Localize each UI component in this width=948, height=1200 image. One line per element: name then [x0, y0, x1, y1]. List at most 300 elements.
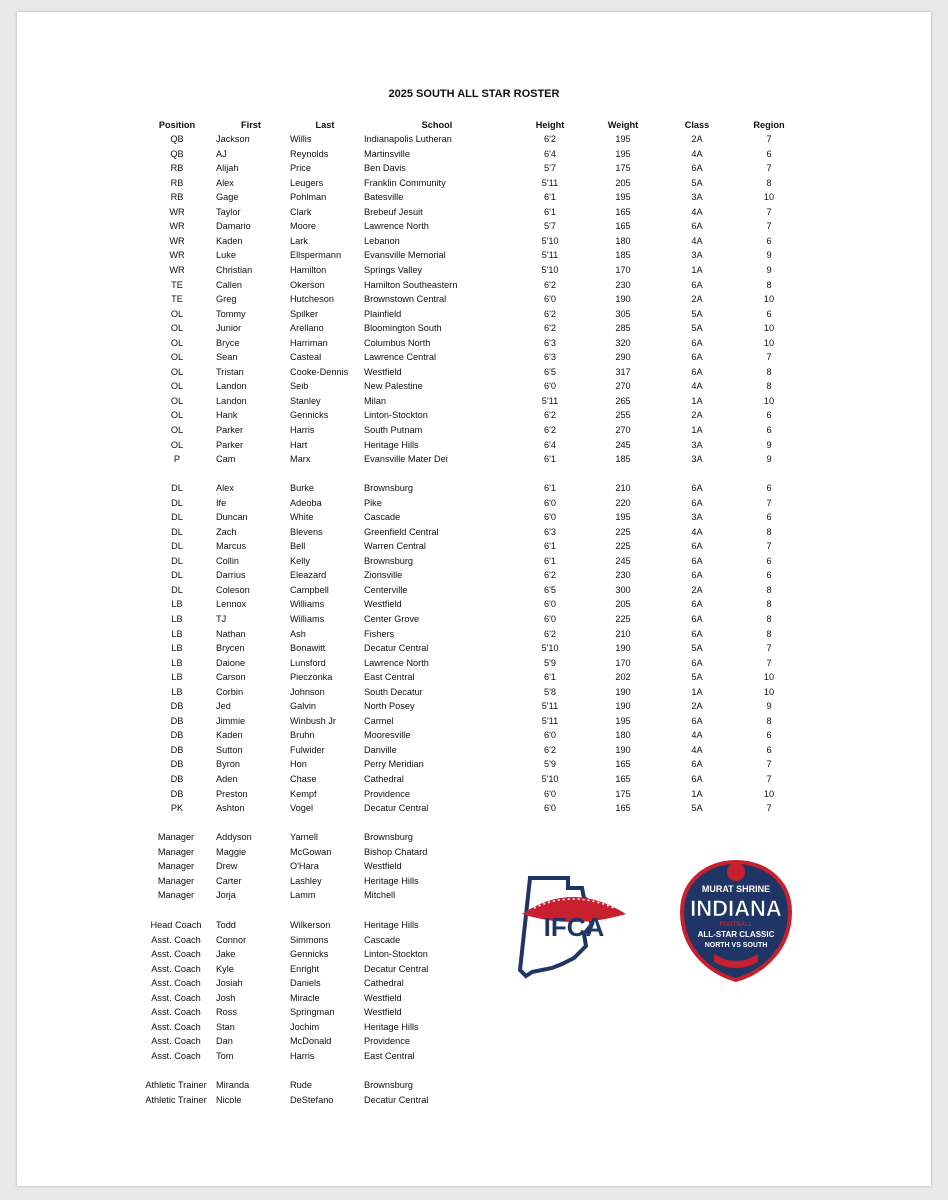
first-name-cell: Duncan [216, 512, 248, 523]
last-name-cell: Campbell [290, 584, 329, 595]
class-cell: 4A [691, 206, 703, 217]
region-cell: 7 [766, 759, 772, 770]
last-name-cell: Harris [290, 1050, 315, 1061]
last-name-cell: Leugers [290, 177, 324, 188]
school-cell: Mitchell [364, 890, 396, 901]
school-cell: Brebeuf Jesuit [364, 206, 423, 217]
weight-cell: 190 [615, 643, 631, 654]
position-cell: WR [169, 206, 185, 217]
last-name-cell: Willis [290, 134, 312, 144]
first-name-cell: TJ [216, 613, 227, 624]
class-cell: 5A [691, 323, 703, 334]
role-cell: Asst. Coach [151, 1021, 201, 1032]
class-cell: 6A [691, 221, 703, 232]
position-cell: OL [170, 410, 184, 421]
region-cell: 7 [766, 497, 772, 508]
weight-cell: 165 [615, 774, 631, 784]
school-cell: Westfield [364, 861, 402, 872]
role-cell: Asst. Coach [151, 949, 201, 960]
school-cell: Zionsville [364, 570, 403, 581]
position-cell: WR [169, 221, 185, 232]
region-cell: 7 [766, 803, 772, 814]
position-cell: DL [171, 526, 183, 537]
first-name-cell: Jed [216, 701, 231, 712]
first-name-cell: Cam [216, 454, 236, 465]
class-cell: 1A [691, 425, 703, 435]
weight-cell: 230 [615, 279, 631, 290]
first-name-cell: Lennox [216, 599, 247, 610]
region-cell: 8 [766, 177, 772, 188]
class-cell: 6A [691, 366, 703, 377]
first-name-cell: Miranda [216, 1080, 250, 1090]
first-name-cell: Parker [216, 439, 244, 450]
school-cell: Lawrence North [364, 657, 429, 668]
school-cell: Heritage Hills [364, 920, 419, 930]
weight-cell: 210 [615, 628, 631, 639]
region-cell: 9 [766, 454, 772, 465]
player-row [0, 629, 948, 643]
first-name-cell: Junior [216, 323, 242, 334]
player-row [0, 774, 948, 788]
staff-row [0, 861, 948, 875]
last-name-cell: McDonald [290, 1036, 332, 1047]
class-cell: 6A [691, 541, 703, 552]
position-cell: PK [170, 803, 184, 814]
last-name-cell: Lamm [290, 890, 316, 901]
role-cell: Head Coach [150, 920, 202, 930]
position-cell: TE [171, 279, 183, 290]
school-cell: Linton-Stockton [364, 410, 428, 421]
school-cell: Decatur Central [364, 1094, 429, 1105]
school-cell: Westfield [364, 992, 402, 1003]
height-cell: 6'1 [544, 483, 556, 493]
first-name-cell: Dan [216, 1036, 233, 1047]
height-cell: 6'2 [544, 570, 556, 581]
region-cell: 7 [766, 352, 772, 363]
position-cell: OL [170, 381, 184, 392]
school-cell: South Putnam [364, 425, 423, 435]
position-cell: TE [171, 294, 183, 305]
height-cell: 6'4 [544, 148, 556, 159]
role-cell: Asst. Coach [151, 1050, 201, 1061]
staff-row [0, 890, 948, 904]
first-name-cell: Marcus [216, 541, 247, 552]
role-cell: Asst. Coach [151, 963, 201, 974]
school-cell: Decatur Central [364, 803, 429, 814]
first-name-cell: Sutton [216, 744, 243, 755]
school-cell: South Decatur [364, 686, 423, 697]
position-cell: DB [170, 774, 184, 784]
last-name-cell: Arellano [290, 323, 324, 334]
last-name-cell: Kempf [290, 788, 317, 799]
last-name-cell: Pieczonka [290, 672, 333, 683]
last-name-cell: Lunsford [290, 657, 326, 668]
first-name-cell: Parker [216, 425, 244, 435]
weight-cell: 300 [615, 584, 631, 595]
height-cell: 6'1 [544, 541, 556, 552]
player-row [0, 483, 948, 497]
last-name-cell: Marx [290, 454, 311, 465]
class-cell: 1A [691, 395, 703, 406]
height-cell: 6'2 [544, 744, 556, 755]
last-name-cell: Hamilton [290, 264, 327, 275]
height-cell: 6'3 [544, 337, 556, 348]
region-cell: 7 [766, 163, 772, 174]
height-cell: 6'0 [544, 803, 556, 814]
region-cell: 8 [766, 279, 772, 290]
weight-cell: 317 [615, 366, 631, 377]
region-cell: 7 [766, 643, 772, 654]
region-cell: 8 [766, 599, 772, 610]
player-row [0, 672, 948, 686]
region-cell: 10 [763, 395, 775, 406]
region-cell: 7 [766, 541, 772, 552]
weight-cell: 205 [615, 599, 631, 610]
staff-row [0, 832, 948, 846]
staff-row [0, 1095, 948, 1109]
weight-cell: 175 [615, 788, 631, 799]
first-name-cell: Corbin [216, 686, 244, 697]
region-cell: 9 [766, 264, 772, 275]
shrine-sub1-text: FOOTBALL [719, 922, 753, 928]
position-cell: LB [171, 657, 183, 668]
first-name-cell: Byron [216, 759, 241, 770]
role-cell: Athletic Trainer [145, 1080, 207, 1090]
position-cell: WR [169, 235, 185, 246]
player-row [0, 541, 948, 555]
first-name-cell: Josh [216, 992, 236, 1003]
first-name-cell: Sean [216, 352, 238, 363]
height-cell: 5'11 [541, 701, 559, 712]
region-cell: 8 [766, 628, 772, 639]
weight-cell: 290 [615, 352, 631, 363]
weight-cell: 205 [615, 177, 631, 188]
player-row [0, 614, 948, 628]
position-cell: LB [171, 628, 183, 639]
staff-row [0, 1022, 948, 1036]
first-name-cell: Christian [216, 264, 253, 275]
weight-cell: 185 [615, 454, 631, 465]
last-name-cell: Gennicks [290, 949, 329, 960]
position-cell: RB [170, 192, 184, 203]
role-cell: Manager [157, 875, 195, 886]
weight-cell: 165 [615, 206, 631, 217]
class-cell: 6A [691, 555, 703, 566]
first-name-cell: Carson [216, 672, 246, 683]
player-row [0, 265, 948, 279]
school-cell: North Posey [364, 701, 415, 712]
position-cell: QB [170, 134, 184, 144]
class-cell: 6A [691, 613, 703, 624]
last-name-cell: Seib [290, 381, 309, 392]
weight-cell: 195 [615, 192, 631, 203]
region-cell: 8 [766, 584, 772, 595]
class-cell: 4A [691, 148, 703, 159]
player-row [0, 599, 948, 613]
first-name-cell: Landon [216, 395, 247, 406]
class-cell: 1A [691, 686, 703, 697]
school-cell: Danville [364, 744, 397, 755]
last-name-cell: Daniels [290, 978, 321, 989]
role-cell: Asst. Coach [151, 1036, 201, 1047]
last-name-cell: Springman [290, 1007, 335, 1018]
first-name-cell: Stan [216, 1021, 235, 1032]
weight-cell: 270 [615, 425, 631, 435]
first-name-cell: Ife [216, 497, 227, 508]
school-cell: Columbus North [364, 337, 431, 348]
last-name-cell: Johnson [290, 686, 325, 697]
school-cell: Brownsburg [364, 555, 414, 566]
role-cell: Manager [157, 846, 195, 857]
class-cell: 5A [691, 308, 703, 319]
last-name-cell: Lark [290, 235, 308, 246]
last-name-cell: Casteal [290, 352, 322, 363]
school-cell: Plainfield [364, 308, 402, 319]
first-name-cell: Preston [216, 788, 248, 799]
region-cell: 10 [763, 294, 775, 305]
class-cell: 3A [691, 192, 703, 203]
height-cell: 5'10 [541, 264, 559, 275]
height-cell: 5'10 [541, 235, 559, 246]
first-name-cell: Addyson [216, 832, 252, 842]
first-name-cell: Coleson [216, 584, 250, 595]
position-cell: DL [171, 555, 183, 566]
last-name-cell: Chase [290, 774, 317, 784]
height-cell: 6'0 [544, 294, 556, 305]
weight-cell: 210 [615, 483, 631, 493]
weight-cell: 175 [615, 163, 631, 174]
role-cell: Manager [157, 890, 195, 901]
shrine-top-text: MURAT SHRINE [701, 884, 771, 894]
class-cell: 6A [691, 279, 703, 290]
staff-row [0, 920, 948, 934]
first-name-cell: Daione [216, 657, 246, 668]
school-cell: Brownsburg [364, 832, 414, 842]
first-name-cell: Nathan [216, 628, 246, 639]
first-name-cell: Ashton [216, 803, 245, 814]
class-cell: 6A [691, 352, 703, 363]
region-cell: 6 [766, 730, 772, 741]
position-cell: DL [171, 483, 183, 493]
position-cell: RB [170, 177, 184, 188]
player-row [0, 701, 948, 715]
staff-row [0, 935, 948, 949]
class-cell: 1A [691, 788, 703, 799]
height-cell: 6'4 [544, 439, 556, 450]
player-row [0, 192, 948, 206]
weight-cell: 225 [615, 541, 631, 552]
weight-cell: 170 [615, 657, 631, 668]
last-name-cell: Adeoba [290, 497, 322, 508]
last-name-cell: Gennicks [290, 410, 329, 421]
weight-cell: 180 [615, 730, 631, 741]
position-cell: OL [170, 352, 184, 363]
first-name-cell: Kyle [216, 963, 234, 974]
first-name-cell: Kaden [216, 235, 243, 246]
weight-cell: 195 [615, 715, 631, 726]
class-cell: 4A [691, 730, 703, 741]
school-cell: Providence [364, 1036, 410, 1047]
weight-cell: 190 [615, 744, 631, 755]
weight-cell: 195 [615, 148, 631, 159]
region-cell: 7 [766, 206, 772, 217]
height-cell: 6'0 [544, 381, 556, 392]
position-cell: OL [170, 323, 184, 334]
last-name-cell: Yarnell [290, 832, 318, 842]
first-name-cell: Landon [216, 381, 247, 392]
height-cell: 6'2 [544, 323, 556, 334]
role-cell: Manager [157, 832, 195, 842]
school-cell: Ben Davis [364, 163, 406, 174]
last-name-cell: Moore [290, 221, 317, 232]
last-name-cell: Rude [290, 1080, 312, 1090]
class-cell: 6A [691, 483, 703, 493]
role-cell: Asst. Coach [151, 992, 201, 1003]
last-name-cell: Pohlman [290, 192, 327, 203]
position-cell: OL [170, 366, 184, 377]
position-cell: DL [171, 512, 183, 523]
school-cell: Pike [364, 497, 382, 508]
height-cell: 6'3 [544, 352, 556, 363]
school-cell: Westfield [364, 1007, 402, 1018]
school-cell: Evansville Mater Dei [364, 454, 448, 465]
player-row [0, 207, 948, 221]
last-name-cell: Stanley [290, 395, 321, 406]
height-cell: 5'11 [541, 177, 559, 188]
player-row [0, 570, 948, 584]
player-row [0, 730, 948, 744]
school-cell: Decatur Central [364, 643, 429, 654]
weight-cell: 202 [615, 672, 631, 683]
region-cell: 6 [766, 308, 772, 319]
class-cell: 5A [691, 643, 703, 654]
player-row [0, 440, 948, 454]
last-name-cell: Price [290, 163, 311, 174]
player-row [0, 309, 948, 323]
class-cell: 4A [691, 381, 703, 392]
school-cell: Perry Meridian [364, 759, 424, 770]
school-cell: Providence [364, 788, 410, 799]
first-name-cell: Zach [216, 526, 237, 537]
last-name-cell: Fulwider [290, 744, 325, 755]
height-cell: 6'0 [544, 599, 556, 610]
region-cell: 6 [766, 410, 772, 421]
region-cell: 6 [766, 425, 772, 435]
position-cell: DL [171, 584, 183, 595]
school-cell: Springs Valley [364, 264, 423, 275]
position-cell: OL [170, 308, 184, 319]
first-name-cell: Jimmie [216, 715, 246, 726]
height-cell: 6'2 [544, 134, 556, 144]
first-name-cell: Callen [216, 279, 243, 290]
class-cell: 2A [691, 584, 703, 595]
weight-cell: 255 [615, 410, 631, 421]
height-cell: 6'1 [544, 672, 556, 683]
region-cell: 7 [766, 134, 772, 144]
first-name-cell: Maggie [216, 846, 247, 857]
player-row [0, 294, 948, 308]
player-row [0, 512, 948, 526]
height-cell: 6'5 [544, 584, 556, 595]
position-cell: QB [170, 148, 184, 159]
first-name-cell: Drew [216, 861, 238, 872]
region-cell: 10 [763, 337, 775, 348]
school-cell: Franklin Community [364, 177, 446, 188]
school-cell: Cathedral [364, 978, 404, 989]
position-cell: LB [171, 686, 183, 697]
player-row [0, 280, 948, 294]
first-name-cell: Alex [216, 483, 234, 493]
player-row [0, 527, 948, 541]
class-cell: 6A [691, 628, 703, 639]
class-cell: 3A [691, 454, 703, 465]
role-cell: Athletic Trainer [145, 1094, 207, 1105]
player-row [0, 410, 948, 424]
weight-cell: 225 [615, 526, 631, 537]
position-cell: DB [170, 788, 184, 799]
school-cell: Linton-Stockton [364, 949, 428, 960]
player-row [0, 803, 948, 817]
last-name-cell: Bruhn [290, 730, 315, 741]
role-cell: Asst. Coach [151, 1007, 201, 1018]
last-name-cell: Wilkerson [290, 920, 331, 930]
school-cell: Centerville [364, 584, 408, 595]
shrine-main-text: INDIANA [690, 896, 782, 921]
last-name-cell: Galvin [290, 701, 317, 712]
class-cell: 6A [691, 774, 703, 784]
school-cell: Westfield [364, 366, 402, 377]
weight-cell: 165 [615, 221, 631, 232]
height-cell: 6'1 [544, 206, 556, 217]
region-cell: 9 [766, 439, 772, 450]
class-cell: 5A [691, 177, 703, 188]
class-cell: 6A [691, 497, 703, 508]
height-cell: 6'2 [544, 410, 556, 421]
school-cell: Decatur Central [364, 963, 429, 974]
region-cell: 6 [766, 744, 772, 755]
class-cell: 6A [691, 599, 703, 610]
header-first: First [241, 120, 261, 130]
position-cell: OL [170, 439, 184, 450]
last-name-cell: Bonawitt [290, 643, 326, 654]
position-cell: WR [169, 264, 185, 275]
position-cell: P [173, 454, 181, 465]
weight-cell: 180 [615, 235, 631, 246]
height-cell: 6'0 [544, 497, 556, 508]
first-name-cell: Bryce [216, 337, 240, 348]
region-cell: 10 [763, 192, 775, 203]
weight-cell: 195 [615, 512, 631, 523]
school-cell: Westfield [364, 599, 402, 610]
last-name-cell: Vogel [290, 803, 313, 814]
school-cell: Batesville [364, 192, 404, 203]
player-row [0, 454, 948, 468]
school-cell: New Palestine [364, 381, 423, 392]
weight-cell: 165 [615, 803, 631, 814]
class-cell: 3A [691, 250, 703, 261]
school-cell: Cascade [364, 512, 401, 523]
height-cell: 6'1 [544, 454, 556, 465]
first-name-cell: Damario [216, 221, 251, 232]
first-name-cell: Hank [216, 410, 238, 421]
first-name-cell: Todd [216, 920, 236, 930]
staff-row [0, 949, 948, 963]
school-cell: Center Grove [364, 613, 420, 624]
player-row [0, 352, 948, 366]
first-name-cell: Brycen [216, 643, 245, 654]
ifca-text: IFCA [543, 912, 605, 942]
header-last: Last [315, 120, 335, 130]
